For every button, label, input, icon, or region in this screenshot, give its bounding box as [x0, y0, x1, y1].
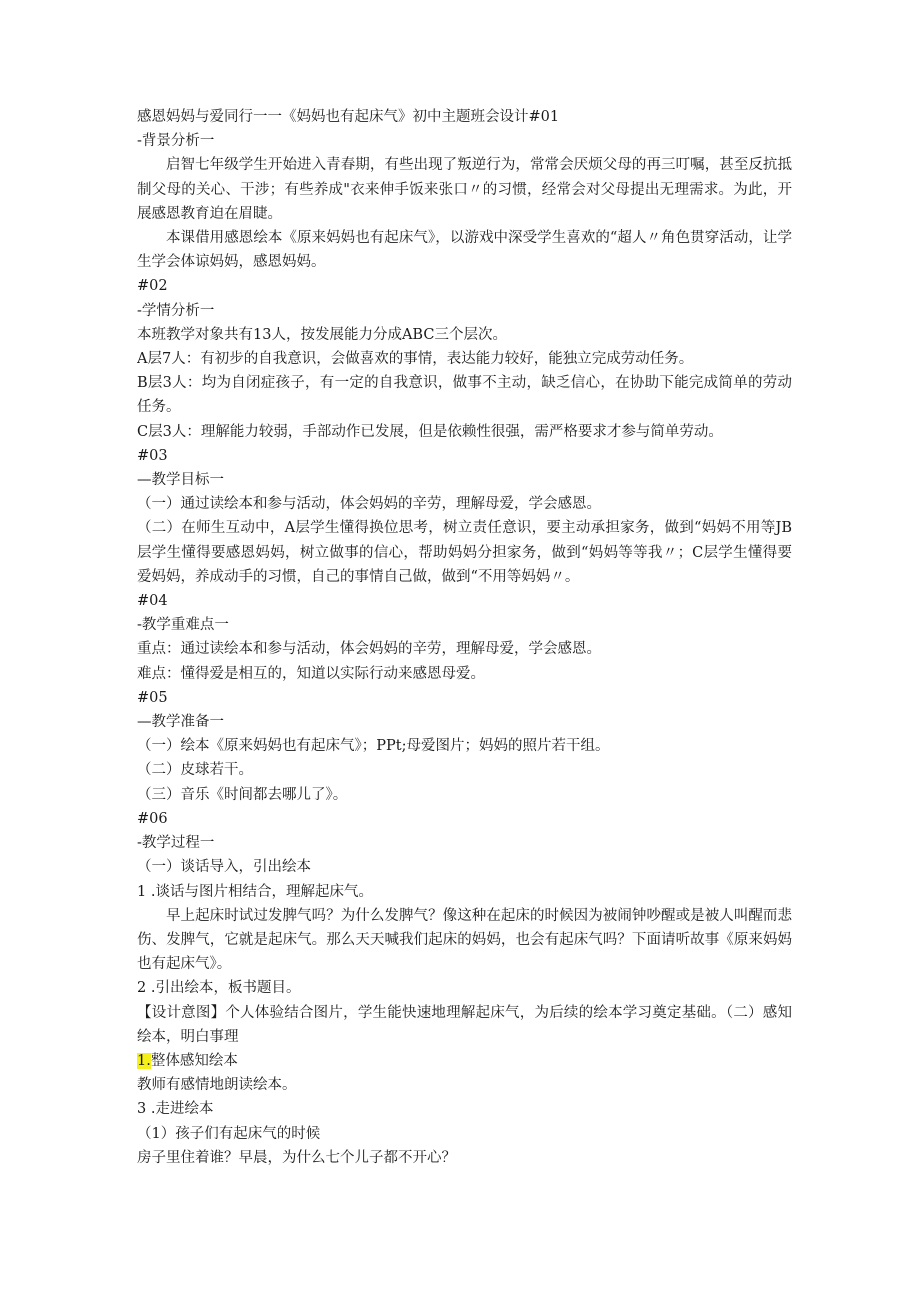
highlighted-number: 1. — [137, 1052, 151, 1069]
section-number-05: #05 — [137, 689, 168, 706]
process-substep-3: 3 .走进绘本 — [137, 1101, 214, 1118]
process-step-1: （一）谈话导入，引出绘本 — [137, 859, 311, 876]
background-paragraph-1: 启智七年级学生开始进入青春期，有些出现了叛逆行为，常常会厌烦父母的再三叮嘱，甚至反抗抵制父母的关心、干涉；有些养成"衣来伸手饭来张口〃的习惯，经常会对父母提出无理需求。为此，开展感恩教育迫在眉睫。 — [137, 157, 792, 222]
process-substep-1: 1 .谈话与图片相结合，理解起床气。 — [137, 883, 373, 900]
design-intent: 【设计意图】个人体验结合图片，学生能快速地理解起床气，为后续的绘本学习奠定基础。（二）感知绘本，明白事理 — [137, 1004, 792, 1045]
process-substep-3-1: （1）孩子们有起床气的时候 — [137, 1125, 321, 1142]
section-number-06: #06 — [137, 810, 168, 827]
process-substep-overall — [137, 1049, 792, 1073]
student-analysis-intro: 本班教学对象共有13人，按发展能力分成ABC三个层次。 — [137, 326, 507, 343]
section-number-04: #04 — [137, 593, 168, 610]
goal-1: （一）通过读绘本和参与活动，体会妈妈的辛劳，理解母爱，学会感恩。 — [137, 496, 601, 513]
level-b-description: B层3人：均为自闭症孩子，有一定的自我意识，做事不主动，缺乏信心，在协助下能完成简单的劳动任务。 — [137, 375, 792, 416]
section-heading-background: -背景分析一 — [137, 133, 215, 150]
document-title: 感恩妈妈与爱同行一一《妈妈也有起床气》初中主题班会设计#01 — [137, 109, 560, 125]
goal-2: （二）在师生互动中，A层学生懂得换位思考，树立责任意识，要主动承担家务，做到“妈妈不用等JB层学生懂得要感恩妈妈，树立做事的信心，帮助妈妈分担家务，做到“妈妈等等我〃；C层学生懂得要爱妈妈，养成动手的习惯，自己的事情自己做，做到“不用等妈妈〃。 — [137, 520, 792, 585]
section-number-02: #02 — [137, 278, 168, 295]
section-heading-process: -教学过程一 — [137, 835, 215, 852]
process-teacher-reading: 教师有感情地朗读绘本。 — [137, 1077, 297, 1094]
section-heading-key-points: -教学重难点一 — [137, 617, 229, 634]
level-a-description: A层7人：有初步的自我意识，会做喜欢的事情，表达能力较好，能独立完成劳动任务。 — [137, 351, 694, 368]
process-question: 房子里住着谁？早晨，为什么七个儿子都不开心？ — [137, 1149, 456, 1166]
preparation-item-1: （一）绘本《原来妈妈也有起床气》；PPt;母爱图片；妈妈的照片若干组。 — [137, 738, 610, 755]
key-point: 重点：通过读绘本和参与活动，体会妈妈的辛劳，理解母爱，学会感恩。 — [137, 641, 601, 658]
section-heading-student-analysis: -学情分析一 — [137, 302, 215, 319]
background-paragraph-2: 本课借用感恩绘本《原来妈妈也有起床气》，以游戏中深受学生喜欢的“超人〃角色贯穿活动，让学生学会体谅妈妈，感恩妈妈。 — [137, 230, 792, 271]
level-c-description: C层3人：理解能力较弱，手部动作已发展，但是依赖性很强，需严格要求才参与简单劳动。 — [137, 423, 723, 440]
difficult-point: 难点：懂得爱是相互的，知道以实际行动来感恩母爱。 — [137, 665, 485, 682]
preparation-item-2: （二）皮球若干。 — [137, 762, 253, 779]
section-heading-preparation: —教学准备一 — [137, 714, 224, 731]
document-body — [137, 105, 792, 1170]
section-number-03: #03 — [137, 447, 168, 464]
overall-perception-label: 整体感知绘本 — [150, 1052, 238, 1069]
section-heading-goals: —教学目标一 — [137, 472, 224, 489]
process-paragraph: 早上起床时试过发脾气吗？为什么发脾气？像这种在起床的时候因为被闹钟吵醒或是被人叫醒而悲伤、发脾气，它就是起床气。那么天天喊我们起床的妈妈，也会有起床气吗？下面请听故事《原来妈妈也有起床气》。 — [137, 907, 792, 973]
preparation-item-3: （三）音乐《时间都去哪儿了》。 — [137, 786, 348, 803]
process-substep-2: 2 .引出绘本，板书题目。 — [137, 980, 301, 997]
